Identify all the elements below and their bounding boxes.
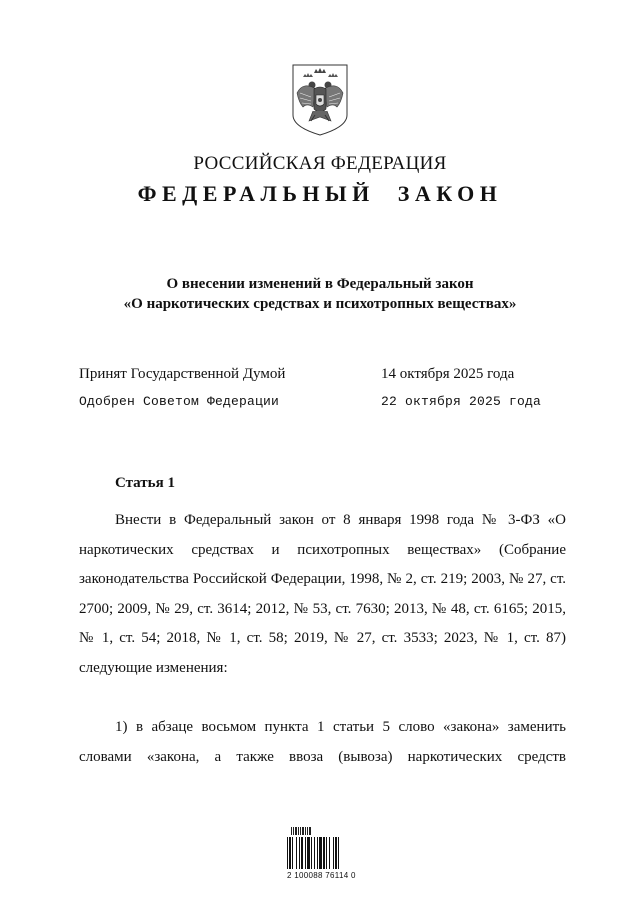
article-intro-text: Внести в Федеральный закон от 8 января 1998 года № 3-ФЗ «О наркотических средствах и психотропных веществах» (Собрание законодательства Российской Федерации, 1998, № 2, ст. 219; 2003, № 27, ст. 2700; 2009, № 29, ст. 3614; 2012, № 53, ст. 7630; 2013, № 48, ст. 6165; 2015, № 1, ст. 54; 2018, № 1, ст. 58; 2019, № 27, ст. 3533; 2023, № 1, ст. 87) следующие изменения:	[79, 512, 566, 676]
article-heading: Статья 1	[115, 475, 175, 491]
law-title	[0, 274, 640, 314]
country-name: РОССИЙСКАЯ ФЕДЕРАЦИЯ	[193, 153, 447, 174]
barcode-number: 2 100088 76114 0	[287, 871, 356, 880]
document-type: ФЕДЕРАЛЬНЫЙ ЗАКОН	[137, 181, 503, 206]
barcode-bars	[287, 837, 371, 869]
article-item-1: 1) в абзаце восьмом пункта 1 статьи 5 слово «закона» заменить словами «закона, а также ввоза (вывоза) наркотических средств	[79, 719, 566, 765]
barcode	[287, 827, 371, 887]
law-title-line-1: О внесении изменений в Федеральный закон	[166, 276, 474, 292]
duma-adoption-date: 14 октября 2025 года	[381, 366, 515, 382]
law-title-line-2: «О наркотических средствах и психотропных веществах»	[123, 296, 517, 312]
council-approval-label: Одобрен Советом Федерации	[79, 394, 280, 409]
duma-adoption-label: Принят Государственной Думой	[79, 366, 286, 382]
duma-adoption-row	[79, 364, 515, 384]
council-approval-date: 22 октября 2025 года	[381, 394, 542, 409]
coat-of-arms-icon	[289, 63, 351, 137]
small-barcode-icon	[291, 827, 311, 835]
article-intro-paragraph	[79, 506, 566, 683]
council-approval-row	[79, 392, 542, 412]
